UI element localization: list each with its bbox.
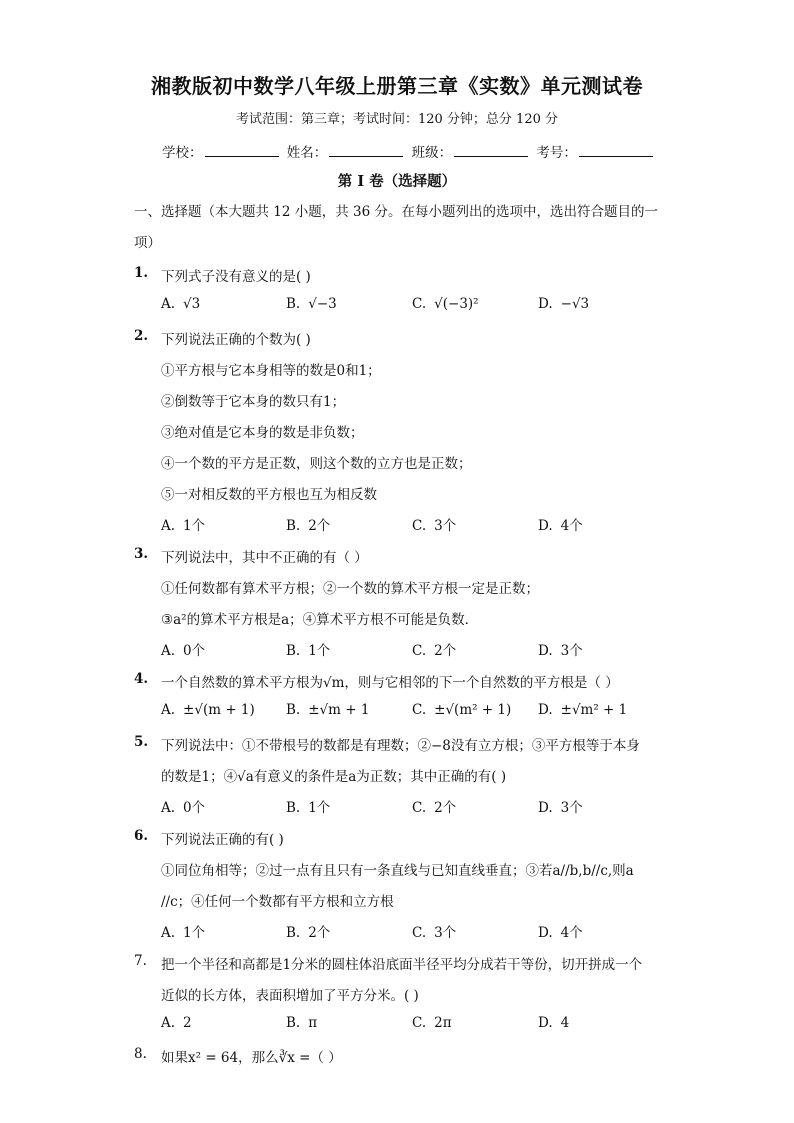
question-number: 6. xyxy=(134,828,149,844)
question-number: 1. xyxy=(134,265,149,281)
volume-title: 第 I 卷（选择题） xyxy=(337,173,457,190)
statement-line: ④一个数的平方是正数，则这个数的立方也是正数； xyxy=(161,456,472,472)
exam-subtitle: 考试范围：第三章；考试时间：120 分钟；总分 120 分 xyxy=(235,112,559,127)
option-c[interactable]: C. √(−3)² xyxy=(412,296,479,312)
statement-line: ③a²的算术平方根是a；④算术平方根不可能是负数． xyxy=(161,612,479,628)
option-d[interactable]: D. 3个 xyxy=(538,643,583,659)
statement-line: ①平方根与它本身相等的数是0和1； xyxy=(161,363,381,379)
question-stem: 下列说法中，其中不正确的有（ ） xyxy=(161,550,368,566)
id-blank[interactable] xyxy=(579,144,653,157)
question-number: 3. xyxy=(134,546,149,562)
name-label: 姓名： xyxy=(286,145,328,161)
question-number: 8. xyxy=(134,1046,147,1062)
option-b[interactable]: B. 1个 xyxy=(286,643,331,659)
statement-line: ①任何数都有算术平方根；②一个数的算术平方根一定是正数； xyxy=(161,581,539,597)
option-b[interactable]: B. π xyxy=(286,1015,318,1031)
question-stem: 下列说法正确的个数为( ) xyxy=(161,332,311,348)
question-number: 4. xyxy=(134,671,149,687)
question-stem: 把一个半径和高都是1分米的圆柱体沿底面半径平均分成若干等份，切开拼成一个 xyxy=(161,957,643,973)
exam-title: 湘教版初中数学八年级上册第三章《实数》单元测试卷 xyxy=(151,74,643,98)
question-stem: 下列说法中：①不带根号的数都是有理数；②−8没有立方根；③平方根等于本身 xyxy=(161,738,640,754)
name-blank[interactable] xyxy=(329,144,403,157)
option-c[interactable]: C. 3个 xyxy=(412,925,457,941)
option-a[interactable]: A. 1个 xyxy=(161,925,206,941)
question-stem: 一个自然数的算术平方根为√m，则与它相邻的下一个自然数的平方根是（ ） xyxy=(161,675,619,691)
option-d[interactable]: D. 4个 xyxy=(538,925,583,941)
option-d[interactable]: D. 4个 xyxy=(538,518,583,534)
option-a[interactable]: A. √3 xyxy=(161,296,201,312)
student-info-line xyxy=(162,141,657,161)
option-a[interactable]: A. 1个 xyxy=(161,518,206,534)
question-2-options xyxy=(161,514,661,534)
option-c[interactable]: C. 3个 xyxy=(412,518,457,534)
option-a[interactable]: A. 0个 xyxy=(161,800,206,816)
question-1-options xyxy=(161,296,661,316)
section-heading xyxy=(134,197,664,259)
id-label: 考号： xyxy=(536,145,577,161)
option-d[interactable]: D. 3个 xyxy=(538,800,583,816)
statement-line: ③绝对值是它本身的数是非负数； xyxy=(161,425,364,441)
statement-line: ②倒数等于它本身的数只有1； xyxy=(161,394,346,410)
question-number: 2. xyxy=(134,328,149,344)
question-number: 7. xyxy=(134,953,147,969)
section-line-2: 项） xyxy=(134,235,161,251)
option-d[interactable]: D. −√3 xyxy=(538,296,590,312)
option-b[interactable]: B. 1个 xyxy=(286,800,331,816)
option-b[interactable]: B. 2个 xyxy=(286,518,331,534)
school-blank[interactable] xyxy=(205,144,279,157)
class-label: 班级： xyxy=(411,145,453,161)
question-5-options xyxy=(161,796,661,816)
question-stem: 下列说法正确的有( ) xyxy=(161,832,284,848)
option-d[interactable]: D. 4 xyxy=(538,1015,570,1031)
option-b[interactable]: B. √−3 xyxy=(286,296,337,312)
question-stem: 如果x² = 64，那么∛x =（ ） xyxy=(161,1050,342,1066)
question-number: 5. xyxy=(134,734,149,750)
question-4-options xyxy=(161,702,661,722)
school-label: 学校： xyxy=(162,145,203,161)
question-stem: 下列式子没有意义的是( ) xyxy=(161,269,311,285)
option-c[interactable]: C. ±√(m² + 1) xyxy=(412,702,512,718)
option-a[interactable]: A. 2 xyxy=(161,1015,192,1031)
statement-line: ⑤一对相反数的平方根也互为相反数 xyxy=(161,487,377,503)
question-3-options xyxy=(161,639,661,659)
statement-line: //c；④任何一个数都有平方根和立方根 xyxy=(161,894,394,910)
option-a[interactable]: A. ±√(m + 1) xyxy=(161,702,255,718)
option-c[interactable]: C. 2个 xyxy=(412,800,457,816)
section-line-1: 一、选择题（本大题共 12 小题，共 36 分。在每小题列出的选项中，选出符合题目的一 xyxy=(134,204,659,220)
option-d[interactable]: D. ±√m² + 1 xyxy=(538,702,628,718)
option-b[interactable]: B. 2个 xyxy=(286,925,331,941)
option-c[interactable]: C. 2π xyxy=(412,1015,452,1031)
option-c[interactable]: C. 2个 xyxy=(412,643,457,659)
question-6-options xyxy=(161,921,661,941)
option-a[interactable]: A. 0个 xyxy=(161,643,206,659)
statement-line: 近似的长方体，表面积增加了平方分米。( ) xyxy=(161,988,419,1004)
class-blank[interactable] xyxy=(454,144,528,157)
statement-line: 的数是1；④√a有意义的条件是a为正数；其中正确的有( ) xyxy=(161,769,507,785)
question-7-options xyxy=(161,1015,661,1035)
option-b[interactable]: B. ±√m + 1 xyxy=(286,702,370,718)
statement-line: ①同位角相等；②过一点有且只有一条直线与已知直线垂直；③若a//b,b//c,则a xyxy=(161,863,634,879)
